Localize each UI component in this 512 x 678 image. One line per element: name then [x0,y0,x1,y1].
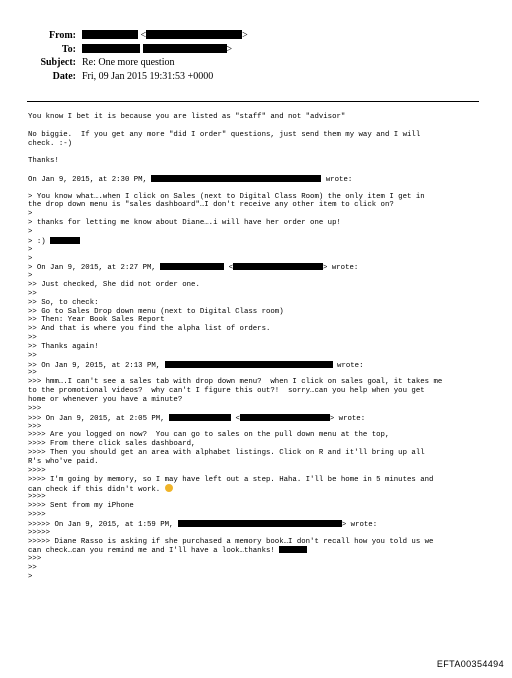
body-line: >> And that is where you find the alpha list of orders. [28,325,271,334]
body-line: the drop down menu is "sales dashboard"…I don't receive any other item to click on? [28,201,394,210]
body-line: > :) [28,237,498,246]
body-line: >> [28,289,37,298]
body-line: >>>> [28,493,46,502]
date-row [0,71,512,85]
header-divider [27,101,479,102]
date-value: Fri, 09 Jan 2015 19:31:53 +0000 [82,70,214,82]
body-line: > On Jan 9, 2015, at 2:27 PM, < > wrote: [28,264,359,273]
body-line: >>>>> On Jan 9, 2015, at 1:59 PM, > wrote: [28,520,378,529]
body-line: can check if this didn't work. [28,484,498,493]
body-line: >> [28,369,37,378]
redaction-bar [82,30,138,39]
from-row: From: < > [48,30,248,41]
body-line: >> So, to check: [28,298,99,307]
redaction-bar [160,263,224,270]
body-line: >>>> [28,510,46,519]
body-line: On Jan 9, 2015, at 2:30 PM, wrote: [28,175,353,184]
body-line: > [28,254,33,263]
body-line: >> [28,334,37,343]
subject-label: Subject: [40,57,76,68]
body-line: >>>>> Diane Rasso is asking if she purchased a memory book…I don't recall how you told us we [28,537,434,546]
email-body [28,113,498,582]
bates-number: EFTA00354494 [436,659,504,669]
body-line: Thanks! [28,157,59,166]
body-line: >> Then: Year Book Sales Report [28,316,165,325]
body-line: You know I bet it is because you are listed as "staff" and not "advisor" [28,113,346,121]
body-line: >> [28,564,37,573]
redaction-bar [240,414,330,421]
body-line: >> On Jan 9, 2015, at 2:13 PM, wrote: [28,361,364,370]
body-line: > [28,572,33,581]
subject-value: Re: One more question [82,57,175,68]
to-label: To: [61,43,76,55]
body-line: > [28,245,33,254]
redaction-bar [143,44,227,53]
redaction-bar [178,520,342,527]
body-line: >>>> [28,466,46,475]
body-line: >> Thanks again! [28,342,99,351]
redaction-bar [151,175,321,182]
body-line: check. :-) [28,139,73,148]
date-label: Date: [52,70,76,82]
body-line: >>>> Are you logged on now? You can go to sales on the pull down menu at the top, [28,431,390,440]
body-line: >> [28,351,37,360]
body-line: >>> [28,404,42,413]
body-line: >>> [28,555,42,564]
body-line: >> Go to Sales Drop down menu (next to Digital Class room) [28,307,284,316]
redaction-bar [146,30,242,39]
body-line: >>> hmm….I can't see a sales tab with drop down menu? when I click on sales goal, it takes me [28,378,443,387]
body-line: > [28,210,33,219]
redaction-bar [50,237,80,244]
body-line: >>>>> [28,528,51,537]
from-label: From: [48,30,76,41]
redaction-bar [165,361,333,368]
body-line: R's who've paid. [28,457,99,466]
redaction-bar [233,263,323,270]
redaction-bar [279,546,307,553]
subject-row [0,57,512,71]
body-line: >>>> Then you should get an area with alphabet listings. Click on R and it'll bring up all [28,449,425,458]
email-header [0,30,512,84]
body-line: >> Just checked, She did not order one. [28,281,200,290]
body-line: > [28,272,33,281]
thumbs-up-icon [165,484,173,492]
body-line: home or whenever you have a minute? [28,396,183,404]
to-row: To: > [61,43,233,55]
body-line: >>>> From there click sales dashboard, [28,440,196,449]
redaction-bar [82,44,140,53]
body-line: to the promotional videos? why can't I figure this out?! sorry…can you help when you get [28,387,425,396]
body-line: > You know what….when I click on Sales (next to Digital Class Room) the only item I get in [28,192,425,201]
body-line: >>>> I'm going by memory, so I may have left out a step. Haha. I'll be home in 5 minutes and [28,475,434,484]
body-line: can check…can you remind me and I'll have a look…thanks! [28,546,498,555]
redaction-bar [169,414,231,421]
body-line: > thanks for letting me know about Diane….i will have her order one up! [28,219,341,228]
body-line: >>> On Jan 9, 2015, at 2:05 PM, < > wrote: [28,414,366,423]
body-line: No biggie. If you get any more "did I order" questions, just send them my way and I will [28,130,421,139]
body-line: >>> [28,422,42,431]
body-line: > [28,227,33,236]
body-line: >>>> Sent from my iPhone [28,502,134,511]
